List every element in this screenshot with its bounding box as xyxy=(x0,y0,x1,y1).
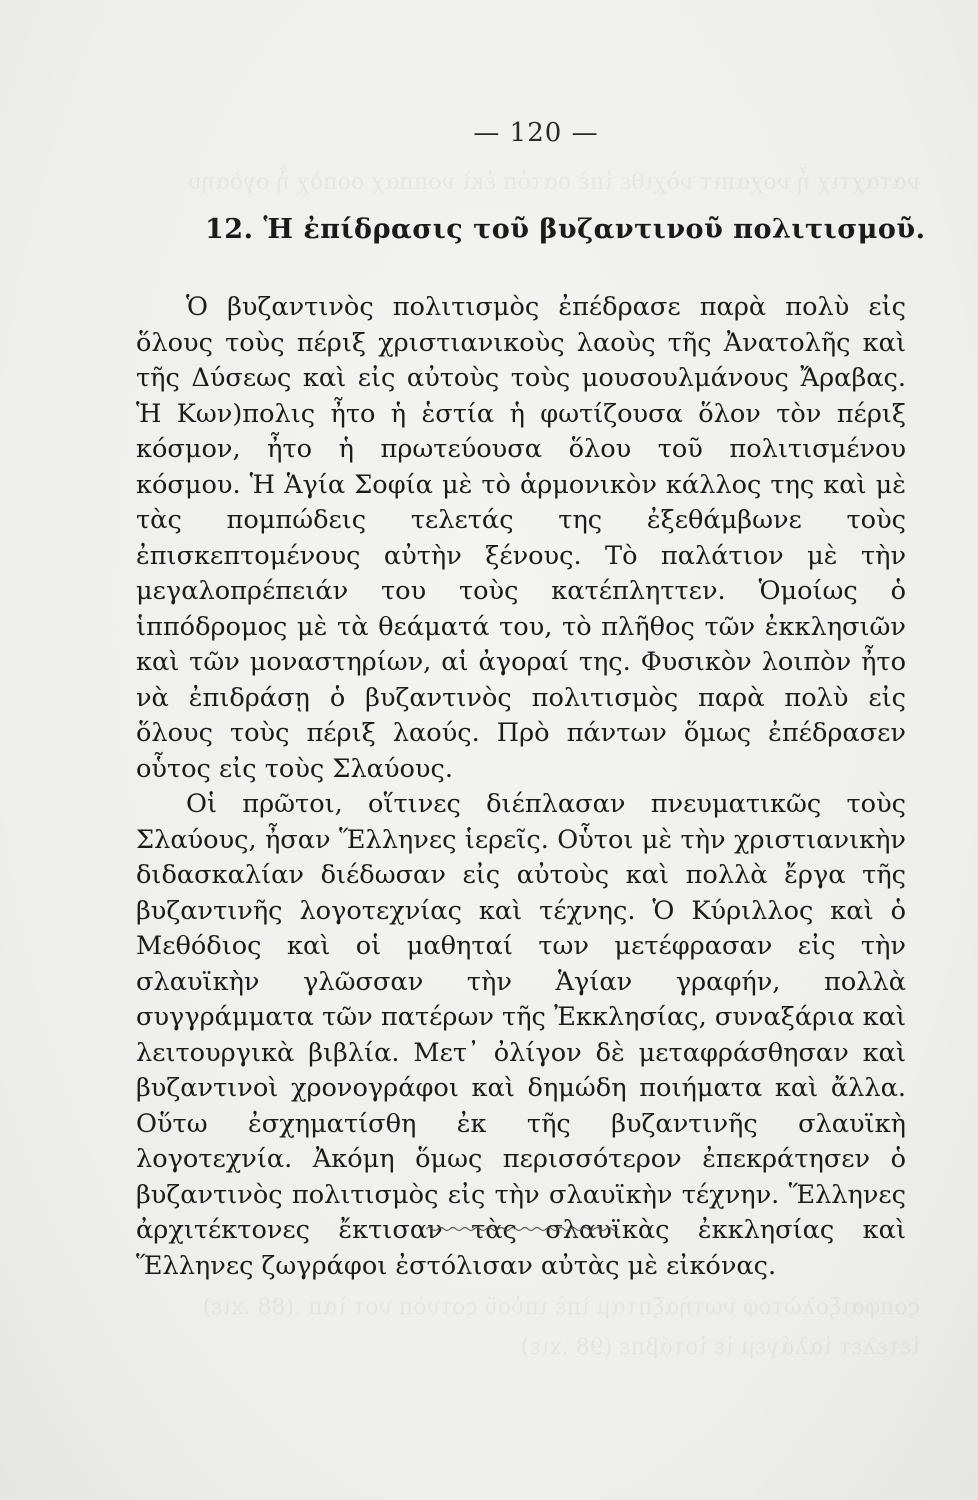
bleed-through-bottom-2 xyxy=(100,1335,920,1360)
wavy-divider xyxy=(426,1226,622,1232)
section-heading: 12. Ἡ ἐπίδρασις τοῦ βυζαντινοῦ πολιτισμοῦ. xyxy=(205,214,926,245)
page-number: — 120 — xyxy=(473,118,599,148)
bleed-through-bottom-1 xyxy=(100,1295,920,1320)
bleed-through-top xyxy=(100,170,920,195)
paragraph-1: Ὁ βυζαντινὸς πολιτισμὸς ἐπέδρασε παρὰ πολὺ εἰς ὅλους τοὺς πέριξ χριστιανικοὺς λαοὺς τῆς Ἀνατολῆς καὶ τῆς Δύσεως καὶ εἰς αὐτοὺς τοὺς μουσουλμάνους Ἄραβας. Ἡ Κων)πολις ἦτο ἡ ἑστία ἡ φωτίζουσα ὅλον τὸν πέριξ κόσμον, ἦτο ἡ πρωτεύουσα ὅλου τοῦ πολιτισμένου κόσμου. Ἡ Ἁγία Σοφία μὲ τὸ ἁρμονικὸν κάλλος της καὶ μὲ τὰς πομπώδεις τελετάς της ἐξεθάμβωνε τοὺς ἐπισκεπτομένους αὐτὴν ξένους. Τὸ παλάτιον μὲ τὴν μεγαλοπρέπειάν του τοὺς κατέπληττεν. Ὁμοίως ὁ ἱππόδρομος μὲ τὰ θεάματά του, τὸ πλῆθος τῶν ἐκκλησιῶν καὶ τῶν μοναστηρίων, αἱ ἀγοραί της. Φυσικὸν λοιπὸν ἦτο νὰ ἐπιδράσῃ ὁ βυζαντινὸς πολιτισμὸς παρὰ πολὺ εἰς ὅλους τοὺς πέριξ λαούς. Πρὸ πάντων ὅμως ἐπέδρασεν οὗτος εἰς τοὺς Σλαύους. xyxy=(136,292,906,784)
body-text xyxy=(136,290,906,1284)
paragraph-2: Οἱ πρῶτοι, οἵτινες διέπλασαν πνευματικῶς τοὺς Σλαύους, ἦσαν Ἕλληνες ἱερεῖς. Οὗτοι μὲ τὴν χριστιανικὴν διδασκαλίαν διέδωσαν εἰς αὐτοὺς καὶ πολλὰ ἔργα τῆς βυζαντινῆς λογοτεχνίας καὶ τέχνης. Ὁ Κύριλλος καὶ ὁ Μεθόδιος καὶ οἱ μαθηταί των μετέφρασαν εἰς τὴν σλαυϊκὴν γλῶσσαν τὴν Ἁγίαν γραφήν, πολλὰ συγγράμματα τῶν πατέρων τῆς Ἐκκλησίας, συναξάρια καὶ λειτουργικὰ βιβλία. Μετ᾿ ὀλίγον δὲ μεταφράσθησαν καὶ βυζαντινοὶ χρονογράφοι καὶ δημώδη ποιήματα καὶ ἄλλα. Οὕτω ἐσχηματίσθη ἐκ τῆς βυζαντινῆς σλαυϊκὴ λογοτεχνία. Ἀκόμη ὅμως περισσότερον ἐπεκράτησεν ὁ βυζαντινὸς πολιτισμὸς εἰς τὴν σλαυϊκὴν τέχνην. Ἕλληνες ἀρχιτέκτονες ἔκτισαν τὰς σλαυϊκὰς ἐκκλησίας καὶ Ἕλληνες ζωγράφοι ἐστόλισαν αὐτὰς μὲ εἰκόνας. xyxy=(136,789,906,1281)
